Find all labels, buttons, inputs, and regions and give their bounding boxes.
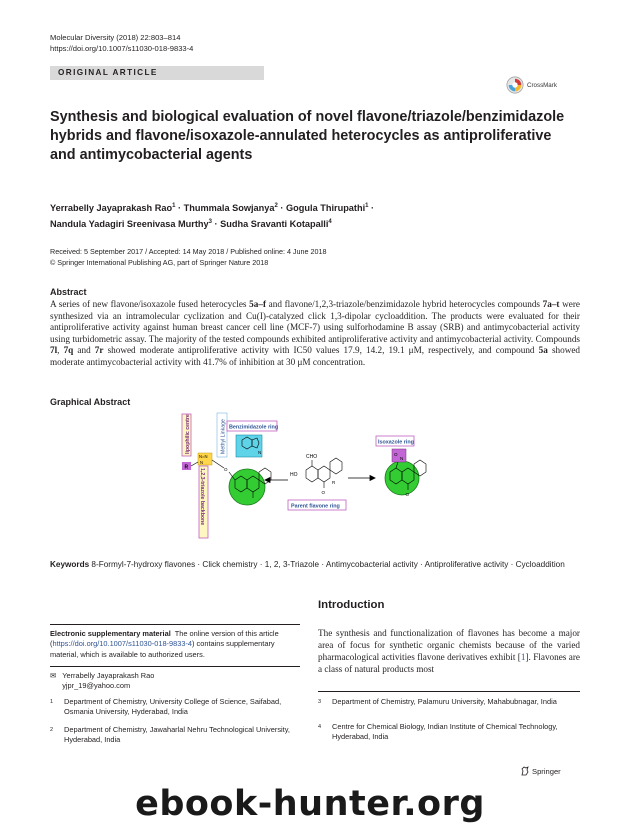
reaction-arrow-left	[265, 478, 288, 483]
corresponding-author-name: Yerrabelly Jayaprakash Rao	[62, 671, 155, 680]
abstract-segment: and flavone/1,2,3-triazole/benzimidazole hybrid heterocycles compounds	[266, 299, 543, 309]
journal-header	[50, 32, 193, 54]
lipophilic-centre-label	[182, 414, 191, 456]
history-dates: Received: 5 September 2017 / Accepted: 14 May 2018 / Published online: 4 June 2018	[50, 247, 327, 256]
isoxazole-label	[376, 436, 414, 446]
crossmark-icon	[506, 76, 524, 94]
watermark: ebook-hunter.org	[135, 784, 485, 824]
crossmark-badge[interactable]	[506, 74, 576, 96]
author-name[interactable]: Nandula Yadagiri Sreenivasa Murthy	[50, 219, 209, 230]
abstract-segment: A series of new flavone/isoxazole fused heterocycles	[50, 299, 250, 309]
triazole-n-atom: N	[200, 460, 204, 465]
ether-o-atom: O	[224, 467, 228, 472]
affiliation	[318, 722, 580, 743]
abstract-segment: showed moderate antimycobacterial activity with 41.7% of inhibition at 30 μM concentration.	[50, 345, 581, 367]
supplementary-text: ) contains supplementary material, which is available to authorized users.	[50, 639, 275, 659]
author-affiliation-mark: 2	[274, 203, 278, 209]
compound-ref: 7a–t	[542, 299, 560, 309]
parent-flavone-label	[288, 500, 346, 510]
author-affiliation-mark: 4	[328, 219, 332, 226]
supplementary-heading: Electronic supplementary material	[50, 629, 171, 638]
reference-link[interactable]: 1	[520, 652, 526, 662]
supplementary-note	[50, 624, 300, 660]
affiliation	[318, 697, 580, 707]
r-group-middle: R	[332, 480, 336, 485]
abstract-segment: were synthesized via an intramolecular cyclization and Cu(I)-catalyzed click 1,3-dipolar cycloaddition. The products were evaluated for their antiproliferative activity against human breast cancer cell line (MCF-7) using sulforhodamine B assay (SRB) and antimycobacterial activity using turbidometric assay. The majority of the tested compounds exhibited antiproliferative activity and antimycobacterial activity. Compounds	[50, 299, 580, 344]
affiliation-number: 2	[50, 727, 54, 733]
methyl-linkage-label	[217, 413, 227, 457]
copyright-line: © Springer International Publishing AG, part of Springer Nature 2018	[50, 257, 269, 267]
author-affiliation-mark: 1	[365, 203, 369, 209]
affiliation-text: Department of Chemistry, University College of Science, Saifabad, Osmania University, Hyderabad, India	[64, 697, 282, 717]
affiliation-text: Department of Chemistry, Palamuru University, Mahabubnagar, India	[332, 697, 557, 706]
affiliation	[50, 697, 300, 718]
author-name[interactable]: Thummala Sowjanya	[183, 203, 275, 214]
footnote-divider	[318, 691, 580, 692]
abstract-segment: ,	[57, 345, 64, 356]
compound-ref: 7l	[50, 345, 58, 356]
author-name[interactable]: Gogula Thirupathi	[286, 203, 366, 214]
keywords-heading: Keywords	[50, 560, 90, 569]
author-list: Yerrabelly Jayaprakash Rao$^1$ · Thummala Sowjanya$^2$ · Gogula Thirupathi$^1$ · Nandula Yadagiri Sreenivasa Murthy$^3$ · Sudha Sravanti Kotapalli$^4$	[50, 203, 375, 230]
publication-dates	[50, 247, 327, 268]
benzimidazole-nh-atom: N	[258, 450, 262, 455]
carbonyl-o-right: O	[405, 492, 410, 497]
envelope-icon: ✉	[50, 671, 57, 680]
crossmark-label: CrossMark	[527, 81, 557, 89]
keywords-list: 8-Formyl-7-hydroxy flavones · Click chemistry · 1, 2, 3-Triazole · Antimycobacterial activity · Antiproliferative activity · Cycloaddition	[91, 560, 565, 569]
abstract-segment: and	[73, 345, 95, 356]
benzimidazole-text: Benzimidazole ring	[229, 424, 279, 431]
compound-ref: 5a	[538, 345, 548, 356]
ho-group: HO	[290, 472, 298, 478]
carbonyl-o-atom: O	[321, 490, 326, 495]
parent-flavone-structure	[306, 458, 342, 488]
reaction-arrow-right	[348, 476, 375, 481]
article-type-badge: ORIGINAL ARTICLE	[50, 66, 264, 80]
lipophilic-centre-text: lipophilic centre	[185, 414, 191, 454]
isoxazole-n-atom: N	[400, 456, 404, 461]
supplementary-text: The online version of this article (	[50, 629, 279, 649]
corresponding-author	[50, 666, 300, 692]
triazole-nn-atom: N=N	[199, 454, 208, 459]
isoxazole-o-atom: O	[394, 452, 398, 457]
introduction-heading: Introduction	[318, 599, 385, 611]
author-name[interactable]: Yerrabelly Jayaprakash Rao	[50, 203, 173, 214]
triazole-backbone-label	[199, 466, 208, 538]
parent-flavone-text: Parent flavone ring	[291, 503, 340, 510]
compound-ref: 7r	[94, 345, 104, 356]
triazole-backbone-text: 1,2,3-triazole backbone	[199, 468, 205, 526]
cho-group: CHO	[306, 454, 318, 460]
affiliation-text: Department of Chemistry, Jawaharlal Nehru Technological University, Hyderabad, India	[64, 725, 290, 745]
abstract-heading: Abstract	[50, 287, 87, 297]
publisher-logo	[520, 766, 561, 776]
affiliation	[50, 725, 300, 746]
supplementary-link[interactable]: https://doi.org/10.1007/s11030-018-9833-4	[52, 639, 193, 649]
compound-ref: 5a–f	[249, 299, 267, 309]
methyl-linkage-text: Methyl Linkage	[220, 419, 227, 454]
springer-horse-icon	[520, 766, 530, 776]
article-title: Synthesis and biological evaluation of novel flavone/triazole/benzimidazole hybrids and flavone/isoxazole-annulated heterocycles as antiproliferative and antimycobacterial agents	[50, 109, 565, 164]
author-name[interactable]: Sudha Sravanti Kotapalli	[220, 219, 329, 230]
doi-link[interactable]: https://doi.org/10.1007/s11030-018-9833-4	[50, 44, 194, 53]
abstract-text	[50, 299, 580, 369]
introduction-text	[318, 627, 580, 675]
publisher-name: Springer	[532, 766, 561, 776]
compound-ref: 7q	[63, 345, 74, 356]
affiliation-text: Centre for Chemical Biology, Indian Institute of Chemical Technology, Hyderabad, India	[332, 722, 558, 742]
r-group-atom: R	[184, 464, 189, 471]
graphical-abstract-figure	[180, 410, 466, 542]
benzimidazole-label	[227, 421, 278, 431]
affiliation-number: 1	[50, 699, 54, 705]
introduction-segment: The synthesis and functionalization of flavones has become a major area of focus for synthetic organic chemists because of the varied pharmacological activities flavone derivatives exhibit [	[318, 628, 580, 662]
graphical-abstract-heading: Graphical Abstract	[50, 397, 131, 407]
introduction-segment: ]. Flavones are a class of natural products most	[318, 652, 580, 674]
author-affiliation-mark: 1	[172, 203, 176, 209]
keywords	[50, 559, 580, 571]
affiliation-number: 3	[318, 699, 322, 705]
corresponding-author-email[interactable]: yjpr_19@yahoo.com	[62, 681, 131, 691]
journal-citation: Molecular Diversity (2018) 22:803–814	[50, 33, 181, 42]
affiliation-number: 4	[318, 724, 322, 730]
isoxazole-text: Isoxazole ring	[378, 439, 414, 446]
author-affiliation-mark: 3	[208, 219, 212, 226]
abstract-segment: showed moderate antiproliferative activity with IC50 values 17.9, 14.2, 19.1 μM, respectively, and compound	[103, 345, 539, 356]
